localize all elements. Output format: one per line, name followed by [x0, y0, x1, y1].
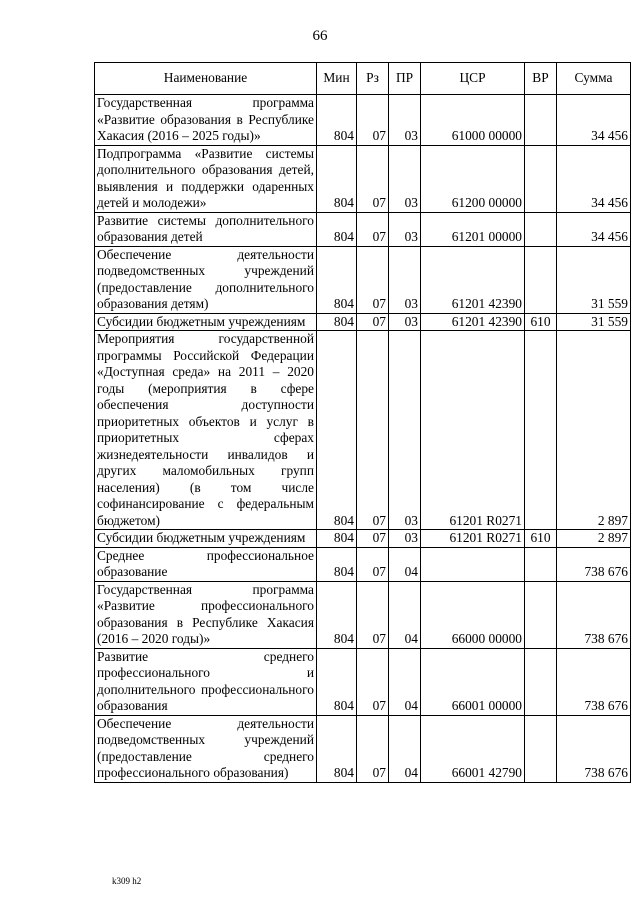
- cell-min: 804: [317, 95, 357, 146]
- cell-csr: [421, 547, 525, 581]
- cell-sum: 738 676: [557, 547, 631, 581]
- cell-min: 804: [317, 648, 357, 715]
- cell-csr: 66001 42790: [421, 715, 525, 782]
- cell-sum: 738 676: [557, 715, 631, 782]
- budget-table: [94, 62, 631, 783]
- cell-name: Государственная программа «Развитие образования в Республике Хакасия (2016 – 2025 годы)»: [95, 95, 317, 146]
- cell-vr: [525, 95, 557, 146]
- cell-csr: 61201 R0271: [421, 530, 525, 548]
- cell-sum: 2 897: [557, 530, 631, 548]
- cell-sum: 34 456: [557, 145, 631, 212]
- cell-name: Развитие среднего профессионального и дополнительного профессионального образования: [95, 648, 317, 715]
- cell-sum: 34 456: [557, 212, 631, 246]
- cell-pr: 03: [389, 331, 421, 530]
- table-row: [95, 313, 631, 331]
- page-number: 66: [312, 28, 328, 44]
- cell-vr: [525, 246, 557, 313]
- cell-rz: 07: [357, 648, 389, 715]
- cell-rz: 07: [357, 715, 389, 782]
- cell-rz: 07: [357, 246, 389, 313]
- cell-sum: 2 897: [557, 331, 631, 530]
- cell-vr: [525, 715, 557, 782]
- cell-min: 804: [317, 313, 357, 331]
- cell-rz: 07: [357, 212, 389, 246]
- cell-name: Обеспечение деятельности подведомственных учреждений (предоставление среднего профессионального образования): [95, 715, 317, 782]
- cell-sum: 31 559: [557, 246, 631, 313]
- cell-pr: 03: [389, 313, 421, 331]
- cell-sum: 738 676: [557, 581, 631, 648]
- cell-name: Субсидии бюджетным учреждениям: [95, 530, 317, 548]
- cell-pr: 04: [389, 581, 421, 648]
- table-row: [95, 581, 631, 648]
- cell-pr: 04: [389, 648, 421, 715]
- table-row: [95, 715, 631, 782]
- cell-name: Подпрограмма «Развитие системы дополнительного образования детей, выявления и поддержки одаренных детей и молодежи»: [95, 145, 317, 212]
- cell-rz: 07: [357, 547, 389, 581]
- table-row: [95, 212, 631, 246]
- cell-min: 804: [317, 246, 357, 313]
- cell-vr: 610: [525, 530, 557, 548]
- cell-min: 804: [317, 331, 357, 530]
- cell-name: Обеспечение деятельности подведомственных учреждений (предоставление дополнительного образования детям): [95, 246, 317, 313]
- cell-sum: 34 456: [557, 95, 631, 146]
- cell-vr: [525, 331, 557, 530]
- cell-min: 804: [317, 212, 357, 246]
- cell-name: Субсидии бюджетным учреждениям: [95, 313, 317, 331]
- cell-name: Развитие системы дополнительного образования детей: [95, 212, 317, 246]
- header-csr: ЦСР: [421, 63, 525, 95]
- header-rz: Рз: [357, 63, 389, 95]
- table-row: [95, 95, 631, 146]
- cell-csr: 61201 00000: [421, 212, 525, 246]
- cell-vr: [525, 648, 557, 715]
- header-sum: Сумма: [557, 63, 631, 95]
- cell-pr: 04: [389, 547, 421, 581]
- cell-vr: [525, 145, 557, 212]
- cell-csr: 66001 00000: [421, 648, 525, 715]
- cell-min: 804: [317, 530, 357, 548]
- cell-vr: [525, 212, 557, 246]
- cell-pr: 03: [389, 95, 421, 146]
- cell-csr: 61200 00000: [421, 145, 525, 212]
- cell-rz: 07: [357, 331, 389, 530]
- table-row: [95, 145, 631, 212]
- cell-rz: 07: [357, 530, 389, 548]
- cell-min: 804: [317, 715, 357, 782]
- cell-rz: 07: [357, 313, 389, 331]
- table-row: [95, 547, 631, 581]
- table-header-row: [95, 63, 631, 95]
- header-min: Мин: [317, 63, 357, 95]
- cell-pr: 03: [389, 212, 421, 246]
- cell-pr: 03: [389, 530, 421, 548]
- cell-rz: 07: [357, 95, 389, 146]
- cell-sum: 31 559: [557, 313, 631, 331]
- cell-vr: 610: [525, 313, 557, 331]
- cell-rz: 07: [357, 145, 389, 212]
- table-row: [95, 648, 631, 715]
- cell-name: Мероприятия государственной программы Российской Федерации «Доступная среда» на 2011 – 2020 годы (мероприятия в сфере обеспечения доступности приоритетных объектов и услуг в приоритетных сферах жизнедеятельности инвалидов и других маломобильных групп населения) (в том числе софинансирование с федеральным бюджетом): [95, 331, 317, 530]
- header-pr: ПР: [389, 63, 421, 95]
- header-name: Наименование: [95, 63, 317, 95]
- cell-csr: 66000 00000: [421, 581, 525, 648]
- table-row: [95, 530, 631, 548]
- cell-pr: 03: [389, 246, 421, 313]
- cell-rz: 07: [357, 581, 389, 648]
- cell-vr: [525, 581, 557, 648]
- cell-csr: 61000 00000: [421, 95, 525, 146]
- cell-min: 804: [317, 547, 357, 581]
- header-vr: ВР: [525, 63, 557, 95]
- cell-min: 804: [317, 581, 357, 648]
- cell-min: 804: [317, 145, 357, 212]
- cell-csr: 61201 42390: [421, 246, 525, 313]
- cell-pr: 04: [389, 715, 421, 782]
- footer-code: k309 h2: [112, 876, 142, 886]
- table-row: [95, 246, 631, 313]
- cell-csr: 61201 R0271: [421, 331, 525, 530]
- table-row: [95, 331, 631, 530]
- cell-name: Государственная программа «Развитие профессионального образования в Республике Хакасия (2016 – 2020 годы)»: [95, 581, 317, 648]
- cell-pr: 03: [389, 145, 421, 212]
- cell-vr: [525, 547, 557, 581]
- cell-sum: 738 676: [557, 648, 631, 715]
- cell-csr: 61201 42390: [421, 313, 525, 331]
- cell-name: Среднее профессиональное образование: [95, 547, 317, 581]
